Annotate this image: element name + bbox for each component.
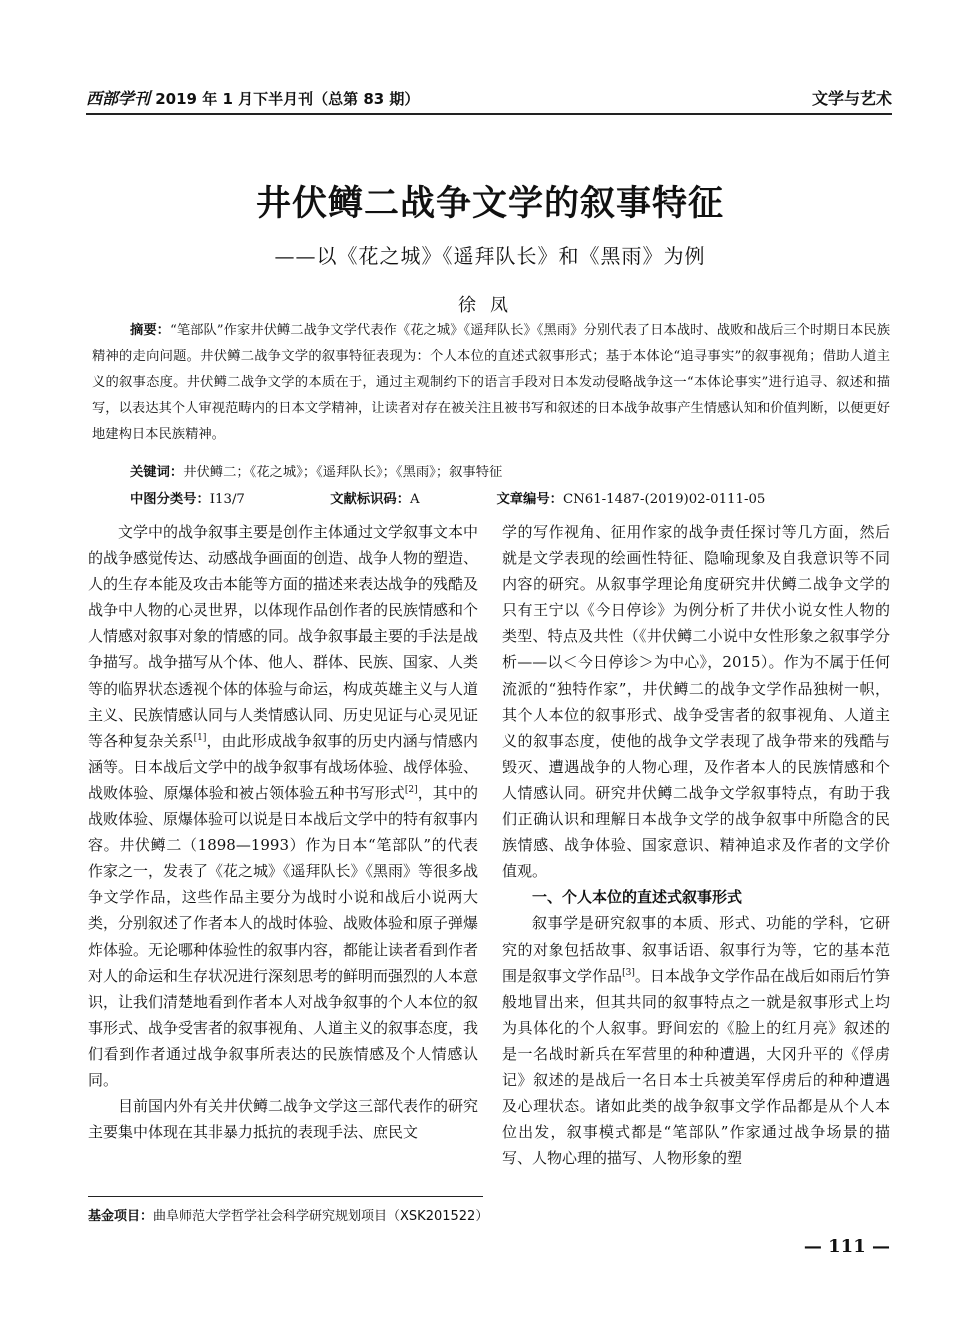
body-paragraph: 学的写作视角、征用作家的战争责任探讨等几方面，然后就是文学表现的绘画性特征、隐喻现象及自我意识等不同内容的研究。从叙事学理论角度研究井伏鳟二战争文学的只有王宁以《今日停诊》为例分析了井伏小说女性人物的类型、特点及共性（《井伏鳟二小说中女性形象之叙事学分析——以＜今日停诊＞为中心》，2015）。作为不属于任何流派的“独特作家”，井伏鳟二的战争文学作品独树一帜，其个人本位的叙事形式、战争受害者的叙事视角、人道主义的叙事态度，使他的战争文学表现了战争带来的残酷与毁灭、遭遇战争的人物心理，及作者本人的民族情感和个人情感认同。研究井伏鳟二战争文学叙事特点，有助于我们正确认识和理解日本战争文学的战争叙事中所隐含的民族情感、战争体验、国家意识、精神追求及作者的文学价值观。 bbox=[502, 523, 890, 881]
issue-info: 2019 年 1 月下半月刊（总第 83 期） bbox=[155, 90, 420, 108]
text-run: 文学中的战争叙事主要是创作主体通过文学叙事文本中的战争感觉传达、动感战争画面的创造、战争人物的塑造、人的生存本能及攻击本能等方面的描述来表达战争的残酷及战争中人物的心灵世界，以体现作品创作者的民族情感和个人情感对叙事对象的情感的同。战争叙事最主要的手法是战争描写。战争描写从个体、他人、群体、民族、国家、人类等的临界状态透视个体的体验与命运，构成英雄主义与人道主义、民族情感认同与人类情感认同、历史见证与心灵见证等各种复杂关系 bbox=[88, 523, 479, 750]
id-value: CN61-1487-(2019)02-0111-05 bbox=[562, 492, 766, 507]
body-column-right bbox=[502, 519, 890, 1171]
text-run: 叙事学是研究叙事的本质、形式、功能的学科，它研究的对象包括故事、叙事话语、叙事行为等，它的基本范围是叙事文学作品 bbox=[502, 914, 890, 985]
document-code bbox=[330, 488, 492, 507]
article-author: 徐凤 bbox=[458, 295, 522, 316]
page-number: — 111 — bbox=[803, 1236, 890, 1257]
citation-ref: [1] bbox=[193, 732, 207, 743]
article-subtitle: ——以《花之城》《遥拜队长》和《黑雨》为例 bbox=[274, 244, 706, 268]
doc-value: A bbox=[410, 492, 420, 507]
body-column-left bbox=[88, 519, 478, 1145]
section-heading: 一、个人本位的直述式叙事形式 bbox=[532, 888, 743, 907]
doc-label: 文献标识码： bbox=[330, 492, 411, 507]
citation-ref: [2] bbox=[404, 784, 418, 795]
abstract bbox=[92, 318, 890, 448]
abstract-label: 摘要： bbox=[130, 323, 170, 338]
keywords-text: 井伏鳟二；《花之城》；《遥拜队长》；《黑雨》；叙事特征 bbox=[183, 465, 503, 480]
keywords bbox=[130, 461, 890, 480]
article-meta bbox=[130, 488, 890, 507]
footnote-divider bbox=[88, 1196, 483, 1197]
text-run: ，由此形成战争叙事的历史内涵与情感内涵等。日本战后文学中的战争叙事有战场体验、战俘体验、战败体验、原爆体验和被占领体验五种书写形式 bbox=[88, 731, 479, 802]
abstract-text: “笔部队”作家井伏鳟二战争文学代表作《花之城》《遥拜队长》《黑雨》分别代表了日本战时、战败和战后三个时期日本民族精神的走向问题。井伏鳟二战争文学的叙事特征表现为：个人本位的直述式叙事形式；基于本体论“追寻事实”的叙事视角；借助人道主义的叙事态度。井伏鳟二战争文学的本质在于，通过主观制约下的语言手段对日本发动侵略战争这一“本体论事实”进行追寻、叙述和描写，以表达其个人审视范畴内的日本文学精神，让读者对存在被关注且被书写和叙述的日本战争故事产生情感认知和价值判断，以便更好地建构日本民族精神。 bbox=[92, 323, 890, 442]
body-paragraph bbox=[502, 910, 890, 1171]
header-journal-info bbox=[86, 86, 419, 109]
fund-footnote bbox=[88, 1205, 488, 1224]
running-header bbox=[86, 82, 892, 112]
article-number bbox=[496, 488, 765, 507]
clc-number bbox=[130, 488, 326, 507]
citation-ref: [3] bbox=[622, 967, 635, 978]
header-divider bbox=[86, 113, 892, 115]
clc-value: I13/7 bbox=[209, 492, 245, 507]
clc-label: 中图分类号： bbox=[130, 492, 210, 507]
section-name: 文学与艺术 bbox=[811, 89, 892, 108]
keywords-label: 关键词： bbox=[130, 465, 184, 480]
fund-text: 曲阜师范大学哲学社会科学研究规划项目（XSK201522） bbox=[153, 1209, 489, 1224]
body-paragraph bbox=[88, 519, 478, 1093]
text-run: 。日本战争文学作品在战后如雨后竹笋般地冒出来，但其共同的叙事特点之一就是叙事形式上均为具体化的个人叙事。野间宏的《脸上的红月亮》叙述的是一名战时新兵在军营里的种种遭遇，大冈升平的《俘虏记》叙述的是战后一名日本士兵被美军俘虏后的种种遭遇及心理状态。诸如此类的战争叙事文学作品都是从个人本位出发，叙事模式都是“笔部队”作家通过战争场景的描写、人物心理的描写、人物形象的塑 bbox=[502, 966, 890, 1168]
id-label: 文章编号： bbox=[496, 492, 563, 507]
article-title: 井伏鳟二战争文学的叙事特征 bbox=[255, 184, 724, 224]
body-paragraph: 目前国内外有关井伏鳟二战争文学这三部代表作的研究主要集中体现在其非暴力抵抗的表现手法、庶民文 bbox=[88, 1097, 479, 1142]
fund-label: 基金项目： bbox=[88, 1209, 154, 1224]
text-run: ，其中的战败体验、原爆体验可以说是日本战后文学中的特有叙事内容。井伏鳟二（1898—1993）作为日本“笔部队”的代表作家之一，发表了《花之城》《遥拜队长》《黑雨》等很多战争文学作品，这些作品主要分为战时小说和战后小说两大类，分别叙述了作者本人的战时体验、战败体验和原子弹爆炸体验。无论哪种体验性的叙事内容，都能让读者看到作者对人的命运和生存状况进行深刻思考的鲜明而强烈的人本意识，让我们清楚地看到作者本人对战争叙事的个人本位的叙事形式、战争受害者的叙事视角、人道主义的叙事态度，我们看到作者通过战争叙事所表达的民族情感及个人情感认同。 bbox=[88, 783, 479, 1089]
journal-name: 西部学刊 bbox=[86, 89, 151, 108]
